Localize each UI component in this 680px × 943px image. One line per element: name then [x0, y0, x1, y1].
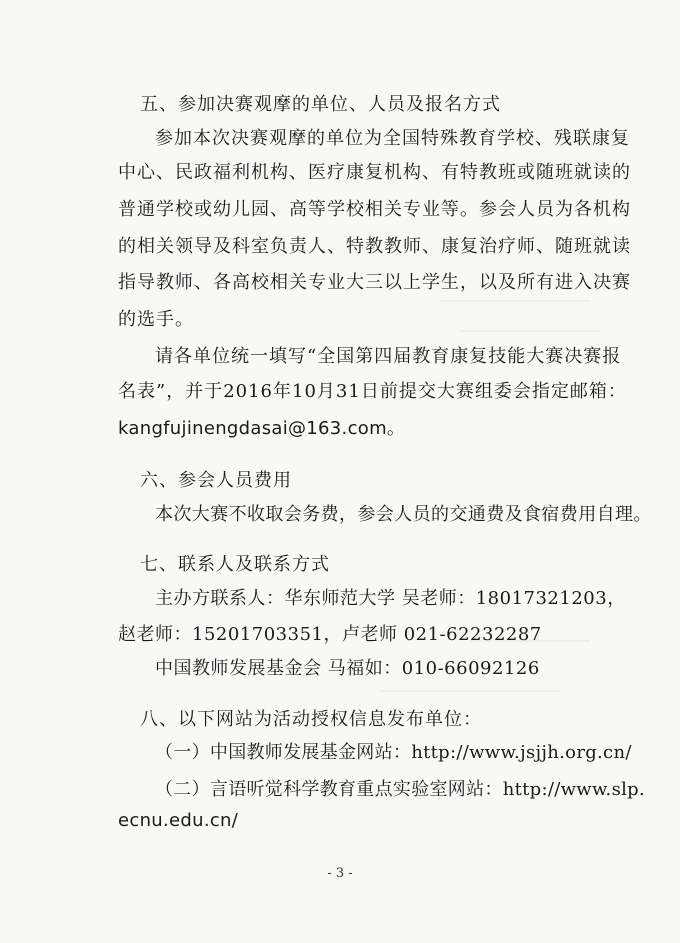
section-5-para2-line1: 请各单位统一填写“全国第四届教育康复技能大赛决赛报: [155, 346, 622, 367]
contact-line-1: 主办方联系人：华东师范大学 吴老师：18017321203，: [155, 588, 626, 609]
website-item-2-cont: ecnu.edu.cn/: [118, 810, 239, 831]
scan-artifact: [380, 690, 560, 692]
section-5-para1-line4: 的相关领导及科室负责人、特教教师、康复治疗师、随班就读: [118, 236, 631, 257]
section-5-para1-line3: 普通学校或幼儿园、高等学校相关专业等。参会人员为各机构: [118, 199, 631, 220]
section-5-para1-line5: 指导教师、各高校相关专业大三以上学生，以及所有进入决赛: [118, 272, 631, 293]
website-item-1: （一）中国教师发展基金网站：http://www.jsjjh.org.cn/: [155, 742, 632, 763]
section-5-para2-line2: 名表”，并于2016年10月31日前提交大赛组委会指定邮箱：: [118, 381, 627, 402]
scan-artifact: [440, 300, 590, 302]
contact-line-2: 赵老师：15201703351，卢老师 021-62232287: [118, 624, 542, 645]
section-5-heading: 五、参加决赛观摩的单位、人员及报名方式: [140, 94, 501, 115]
section-5-para1-line6: 的选手。: [118, 309, 194, 330]
contact-line-3: 中国教师发展基金会 马福如：010-66092126: [155, 658, 540, 679]
section-6-body: 本次大赛不收取会务费，参会人员的交通费及食宿费用自理。: [155, 504, 652, 525]
section-7-heading: 七、联系人及联系方式: [140, 554, 330, 575]
page-number: - 3 -: [327, 866, 353, 881]
section-5-para1-line1: 参加本次决赛观摩的单位为全国特殊教育学校、残联康复: [155, 128, 630, 149]
section-5-para1-line2: 中心、民政福利机构、医疗康复机构、有特教班或随班就读的: [118, 162, 631, 183]
scan-artifact: [460, 330, 600, 332]
section-8-heading: 八、以下网站为活动授权信息发布单位：: [140, 709, 482, 730]
registration-email: kangfujinengdasai@163.com。: [118, 418, 406, 439]
website-item-2: （二）言语听觉科学教育重点实验室网站：http://www.slp.: [155, 779, 646, 800]
section-6-heading: 六、参会人员费用: [140, 470, 292, 491]
